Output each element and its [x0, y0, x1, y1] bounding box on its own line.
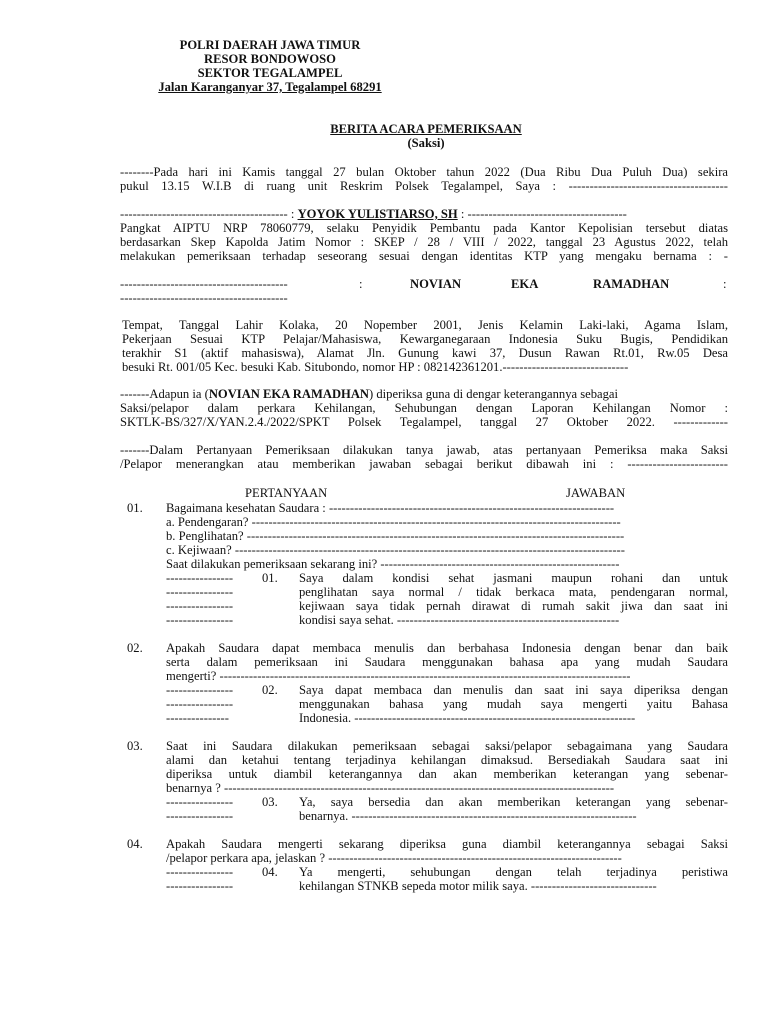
answer-indent-dashes: ----------------	[166, 683, 234, 697]
witness-colon-2: :	[723, 277, 727, 291]
answer-line: kejiwaan saya tidak pernah dirawat di rumah sakit jiwa dan saat ini	[299, 599, 728, 613]
adapun-post: ) diperiksa guna di dengar keterangannya sebagai	[369, 387, 619, 401]
answer-line: Indonesia. -------------------------------------------------------------------	[299, 711, 636, 725]
answer-line: kehilangan STNKB sepeda motor milik saya. ------------------------------	[299, 879, 657, 893]
adapun-line-1	[120, 387, 728, 401]
answer-line: Saya dapat membaca dan menulis dan saat ini saya diperiksa dengan	[299, 683, 728, 697]
witness-line-1: Tempat, Tanggal Lahir Kolaka, 20 Nopember 2001, Jenis Kelamin Laki-laki, Agama Islam,	[122, 318, 728, 332]
header-address: Jalan Karanganyar 37, Tegalampel 68291	[158, 80, 382, 94]
question-line: alami dan ketahui tentang terjadinya kehilangan dimaksud. Bersediakah Saudara saat ini	[166, 753, 728, 767]
question-line: Apakah Saudara mengerti sekarang diperiksa guna diambil keterangannya sebagai Saksi	[166, 837, 728, 851]
header-line-2: RESOR BONDOWOSO	[204, 52, 336, 66]
officer-dash-left: ---------------------------------------- :	[120, 207, 298, 221]
witness-line-2: Pekerjaan Sesuai KTP Pelajar/Mahasiswa, Kewarganegaraan Indonesia Suku Bugis, Pendidikan	[122, 332, 728, 346]
question-subitem-a: a. Pendengaran? ----------------------------------------------------------------------------------------	[166, 515, 621, 529]
question-line: diperiksa untuk diambil keterangannya dan akan memberikan keterangan yang sebenar-	[166, 767, 728, 781]
witness-name-3: RAMADHAN	[593, 277, 670, 291]
question-subitem-b: b. Penglihatan? ------------------------------------------------------------------------------------------	[166, 529, 625, 543]
answer-indent-dashes: ----------------	[166, 585, 234, 599]
adapun-pre: -------Adapun ia (	[120, 387, 209, 401]
answer-indent-dashes: ----------------	[166, 613, 234, 627]
column-header-answer: JAWABAN	[566, 486, 626, 500]
adapun-name: NOVIAN EKA RAMADHAN	[208, 387, 370, 401]
question-line: benarnya ? ---------------------------------------------------------------------------------------------	[166, 781, 615, 795]
answer-indent-dashes: ----------------	[166, 599, 234, 613]
witness-line-4: besuki Rt. 001/05 Kec. besuki Kab. Situbondo, nomor HP : 082142361201.------------------------------	[122, 360, 629, 374]
adapun-line-2: Saksi/pelapor dalam perkara Kehilangan, Sehubungan dengan Laporan Kehilangan Nomor :	[120, 401, 728, 415]
question-number: 01.	[127, 501, 143, 515]
answer-line: penglihatan saya normal / tidak berkaca mata, pendengaran normal,	[299, 585, 728, 599]
witness-name-2: EKA	[511, 277, 539, 291]
adapun-line-3: SKTLK-BS/327/X/YAN.2.4./2022/SPKT Polsek Tegalampel, tanggal 27 Oktober 2022. -------------	[120, 415, 728, 429]
answer-indent-dashes: ----------------	[166, 697, 234, 711]
question-line: mengerti? --------------------------------------------------------------------------------------------------	[166, 669, 631, 683]
dalam-line-1: -------Dalam Pertanyaan Pemeriksaan dilakukan tanya jawab, atas pertanyaan Pemeriksa maka Saksi	[120, 443, 728, 457]
witness-dash-2: ----------------------------------------	[120, 291, 288, 305]
question-line: Apakah Saudara dapat membaca menulis dan berbahasa Indonesia dengan benar dan baik	[166, 641, 728, 655]
answer-indent-dashes: ----------------	[166, 809, 234, 823]
question-line: serta dalam pemeriksaan ini Saudara menggunakan bahasa apa yang mudah Saudara	[166, 655, 728, 669]
answer-line: Ya, saya bersedia dan akan memberikan keterangan yang sebenar-	[299, 795, 728, 809]
officer-line-3: melakukan pemeriksaan terhadap seseorang sesuai dengan identitas KTP yang mengaku bernama : -	[120, 249, 728, 263]
witness-colon-1: :	[359, 277, 363, 291]
question-subitem-c: c. Kejiwaan? ---------------------------------------------------------------------------------------------	[166, 543, 625, 557]
answer-indent-dashes: ----------------	[166, 795, 234, 809]
witness-dash-1: ----------------------------------------	[120, 277, 288, 291]
question-number: 02.	[127, 641, 143, 655]
question-number: 04.	[127, 837, 143, 851]
header-line-3: SEKTOR TEGALAMPEL	[197, 66, 343, 80]
officer-dash-right: : --------------------------------------	[457, 207, 627, 221]
answer-number: 02.	[262, 683, 278, 697]
answer-number: 04.	[262, 865, 278, 879]
question-line: Saat ini Saudara dilakukan pemeriksaan sebagai saksi/pelapor sebagaimana yang Saudara	[166, 739, 728, 753]
document-subtitle: (Saksi)	[407, 136, 445, 150]
officer-line-1: Pangkat AIPTU NRP 78060779, selaku Penyidik Pembantu pada Kantor Kepolisian tersebut diatas	[120, 221, 728, 235]
header-line-1: POLRI DAERAH JAWA TIMUR	[179, 38, 361, 52]
dalam-line-2: /Pelapor menerangkan atau memberikan jawaban sebagai berikut dibawah ini : ------------------------	[120, 457, 728, 471]
answer-line: kondisi saya sehat. -----------------------------------------------------	[299, 613, 620, 627]
answer-indent-dashes: ---------------	[166, 711, 229, 725]
answer-line: menggunakan bahasa yang mudah saya mengerti yaitu Bahasa	[299, 697, 728, 711]
question-line: /pelapor perkara apa, jelaskan ? ----------------------------------------------------------------------	[166, 851, 622, 865]
answer-line: Ya mengerti, sehubungan dengan telah terjadinya peristiwa	[299, 865, 728, 879]
question-number: 03.	[127, 739, 143, 753]
answer-number: 01.	[262, 571, 278, 585]
question-line: Saat dilakukan pemeriksaan sekarang ini? ---------------------------------------------------------	[166, 557, 620, 571]
witness-line-3: terakhir S1 (aktif mahasiswa), Alamat Jln. Gunung kawi 37, Dusun Rawan Rt.01, Rw.05 Desa	[122, 346, 728, 360]
answer-indent-dashes: ----------------	[166, 879, 234, 893]
officer-name-line	[120, 207, 728, 221]
answer-line: Saya dalam kondisi sehat jasmani maupun rohani dan untuk	[299, 571, 728, 585]
answer-number: 03.	[262, 795, 278, 809]
officer-name: YOYOK YULISTIARSO, SH	[297, 207, 458, 221]
document-title: BERITA ACARA PEMERIKSAAN	[330, 122, 522, 136]
question-line: Bagaimana kesehatan Saudara : --------------------------------------------------------------------	[166, 501, 615, 515]
column-header-question: PERTANYAAN	[245, 486, 328, 500]
witness-name-1: NOVIAN	[410, 277, 462, 291]
answer-indent-dashes: ----------------	[166, 865, 234, 879]
answer-line: benarnya. --------------------------------------------------------------------	[299, 809, 637, 823]
officer-line-2: berdasarkan Skep Kapolda Jatim Nomor : SKEP / 28 / VIII / 2022, tanggal 23 Agustus 2022, telah	[120, 235, 728, 249]
intro-line-2: pukul 13.15 W.I.B di ruang unit Reskrim Polsek Tegalampel, Saya : --------------------------------------	[120, 179, 728, 193]
intro-line-1: --------Pada hari ini Kamis tanggal 27 bulan Oktober tahun 2022 (Dua Ribu Dua Puluh Dua) sekira	[120, 165, 728, 179]
answer-indent-dashes: ----------------	[166, 571, 234, 585]
